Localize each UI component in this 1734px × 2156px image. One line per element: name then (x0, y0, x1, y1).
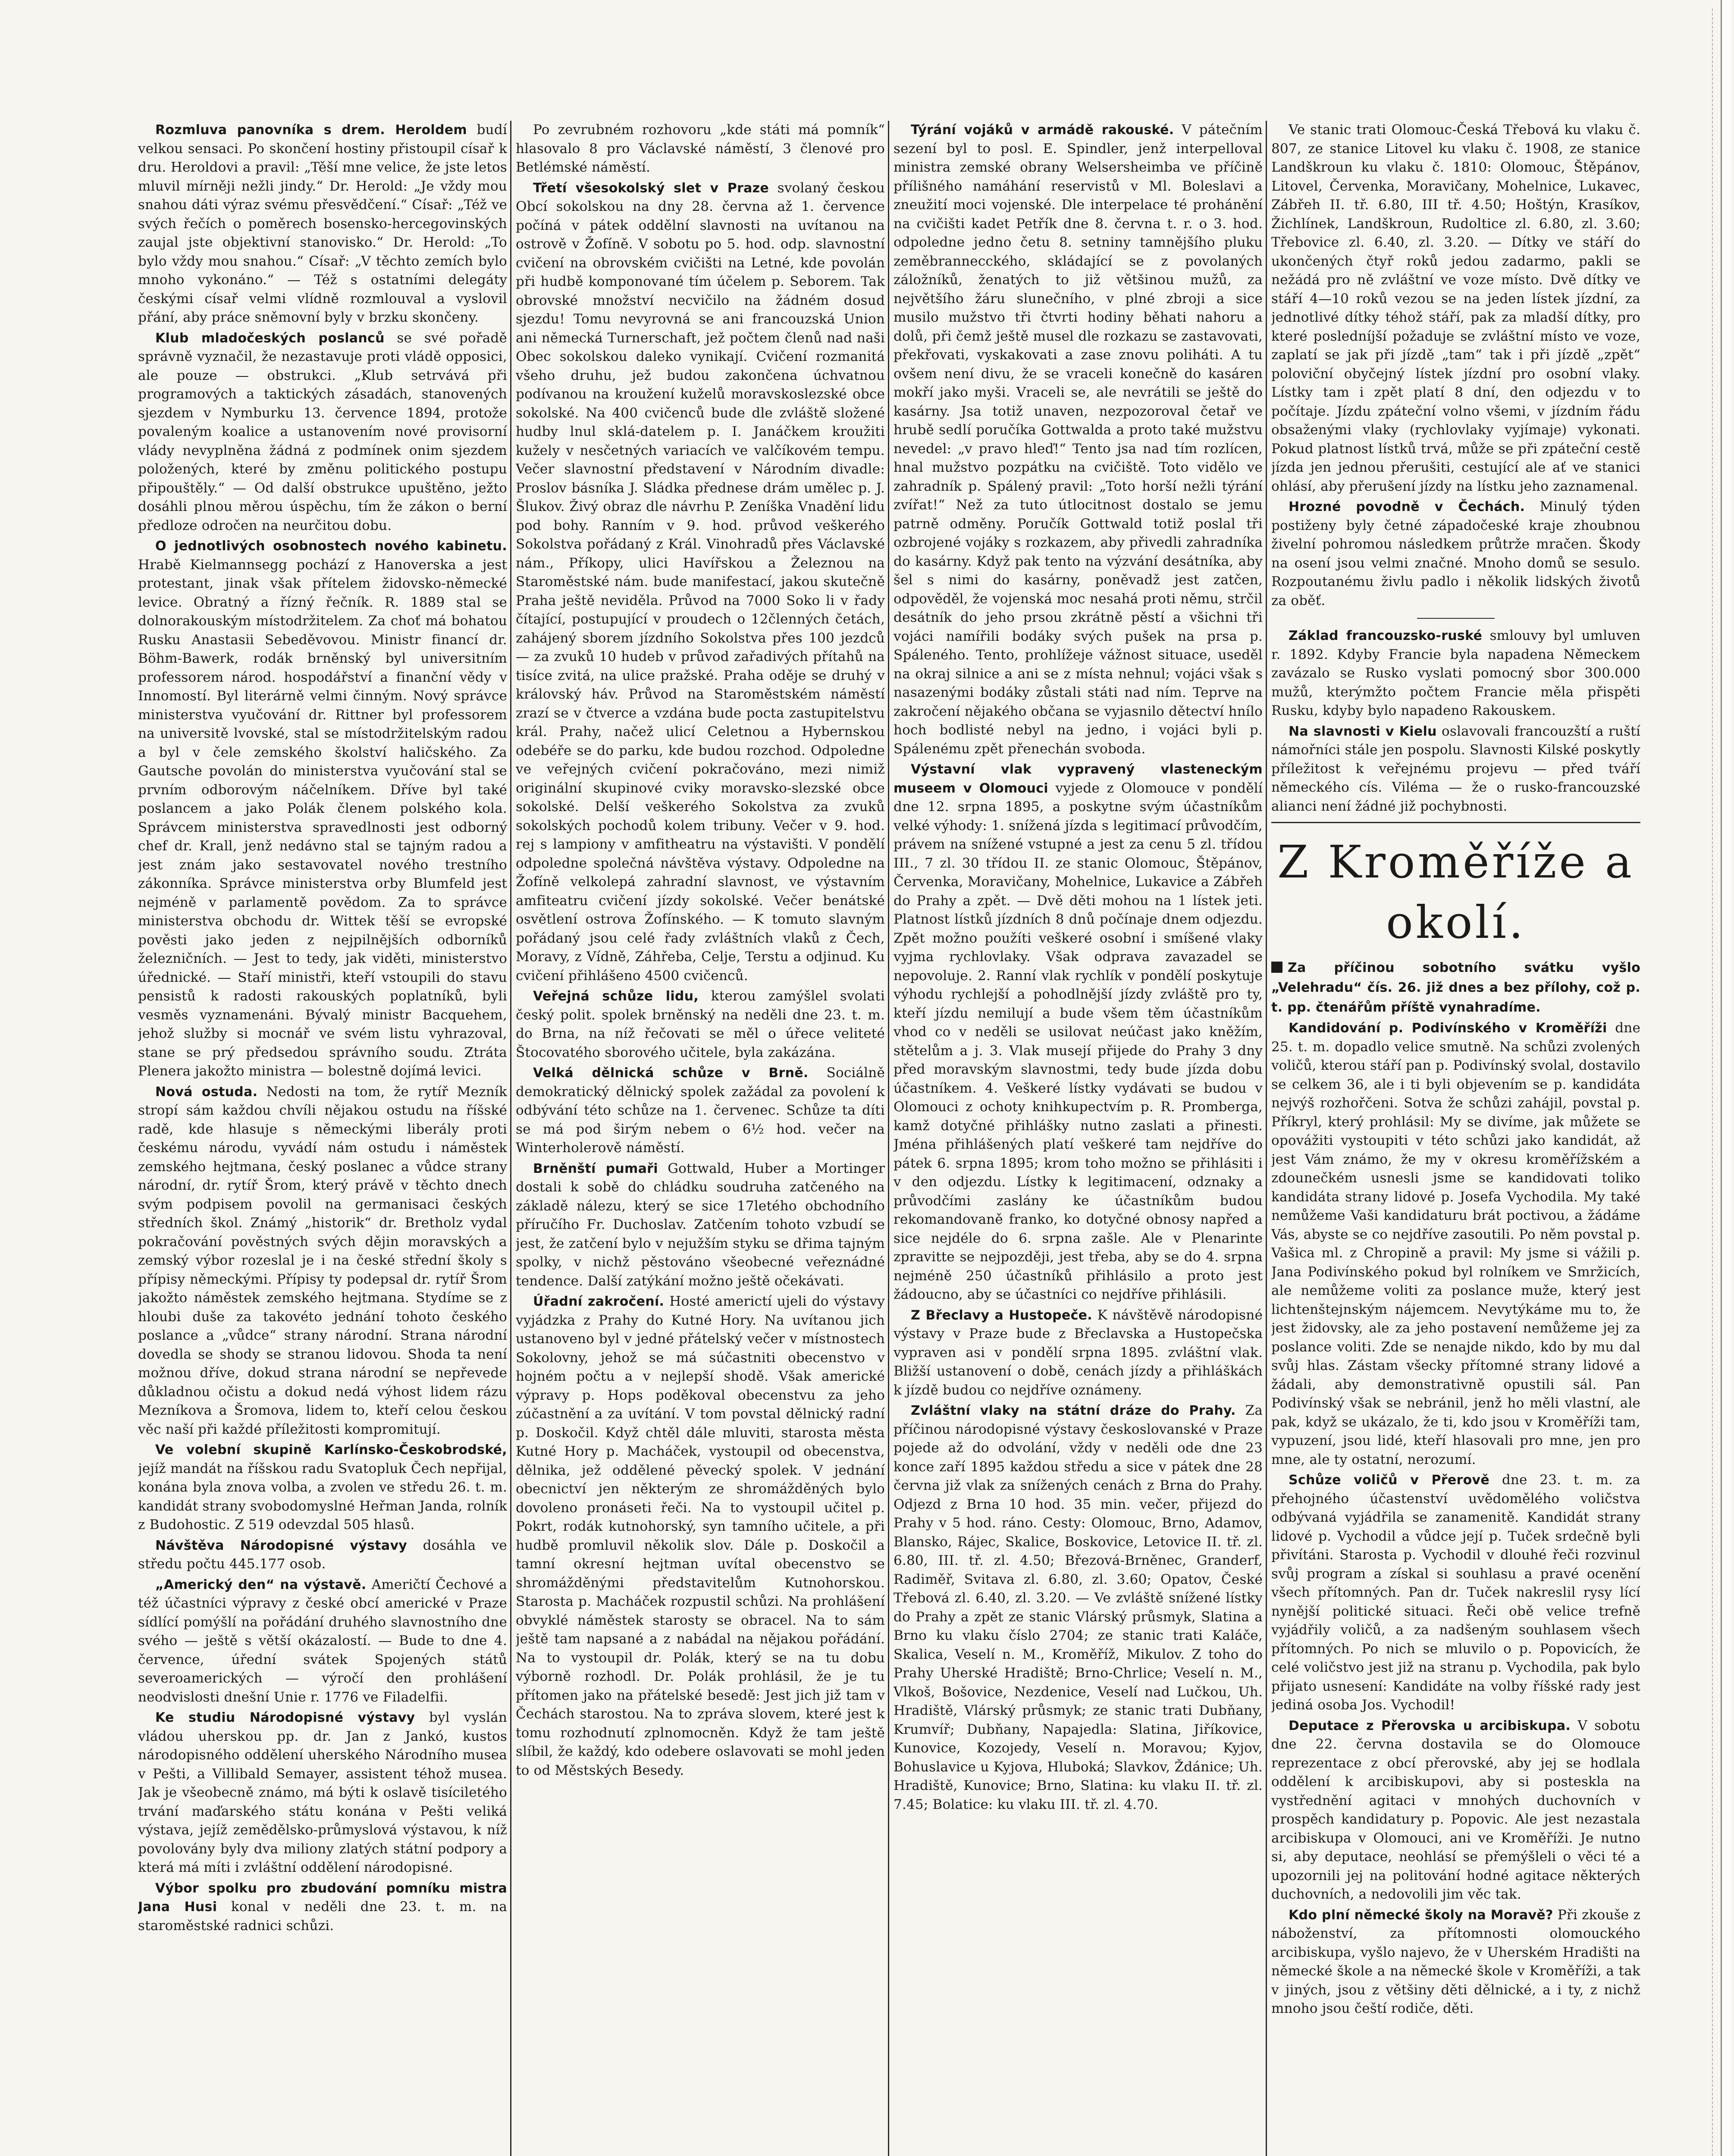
article-text: Gottwald, Huber a Mortinger dostali k sobě do chládku soudruha zatčeného na základě nálezu, který se sice 17letého obchodního příručího Fr. Duchoslav. Zatčením tohoto vzbudí se jest, že zatčení bylo v nejužším styku se dřima tajným spolky, v nichž pěstováno všeobecné veřeznádné tendence. Další zatýkání možno ještě očekávati. (516, 1160, 885, 1289)
article-text: jejíž mandát na říšskou radu Svatopluk Čech nepřijal, konána byla znova volba, a zvolen ve středu 26. t. m. kandidát strany svobodomyslné Heřman Janda, rolník z Budohostic. Z 519 odevzdal 505 hlasů. (138, 1460, 507, 1532)
column-1 (138, 121, 507, 2156)
article-heading: Hrozné povodně v Čechách. (1289, 499, 1525, 514)
article-heading: Rozmluva panovníka s drem. Heroldem (155, 122, 467, 138)
article-paragraph (138, 1536, 507, 1574)
article-paragraph (138, 537, 507, 1081)
separator-rule (1417, 618, 1495, 619)
article-heading: Návštěva Národopisné výstavy (155, 1538, 408, 1553)
article-paragraph (1271, 958, 1640, 1017)
article-paragraph (138, 1083, 507, 1439)
article-paragraph (138, 1441, 507, 1535)
article-heading: O jednotlivých osobnostech nového kabinetu. (155, 539, 507, 554)
article-paragraph (894, 1306, 1263, 1400)
article-text: Hrabě Kielmannsegg pochází z Hanoverska a jest protestant, jinak však přítelem židovsko-německé levice. Obratný a řízný řečník. R. 1889 stal se dolnorakouským místodržitelem. Za choť má bohatou Rusku Anastasii Sebeděvovou. Ministr financí dr. Böhm-Bawerk, rodák brněnský byl universitním professorem národ. hospodářství a finanční vědy v Innomostí. Byl literárně velmi činným. Nový správce ministerstva vyučování dr. Rittner byl professorem na universitě lvovské, stal se místodržitelským radou a byl v čele zemského školství haličského. Za Gautsche povolán do ministerstva vyučování stal se prvním odborovým náčelníkem. Dříve byl také poslancem a jako Polák členem polského kola. Správcem ministerstva spravedlnosti jest odborný chef dr. Krall, jenž nedávno stal se tajným radou a jest znám jako sestavovatel nového trestního zákonníka. Správce ministerstva orby Blumfeld jest nejméně v parlamentě povědom. Za to správce ministerstva obchodu dr. Wittek těší se evropské pověsti jako jeden z nejpilnějších odborníků železničních. — Jest to tedy, jak viděti, ministerstvo úřednické. — Staří ministři, kteří vstoupili do stavu pensistů k radosti rakouských poplatníků, byli vesměs vyznamenáni. Bývalý ministr Bacquehem, jehož služby si mocnář ve svém listu vyhrazoval, stane se prý předsedou správního soudu. Ztráta Plenera jakožto ministra — bolestně dojímá levici. (138, 557, 507, 1079)
article-text: Za příčinou národopisné výstavy českoslovanské v Praze pojede až do odvolání, vždy v neděli ode dne 23 konce zaří 1895 každou středu a sice v pátek dne 28 června již vlak za snížených cenách z Brna do Prahy. Odjezd z Brna 10 hod. 35 min. večer, přijezd do Prahy v 5 hod. ráno. Cesty: Olomouc, Brno, Adamov, Blansko, Rájec, Skalice, Boskovice, Letovice II. tř. zl. 6.80, III. tř. zl. 4.50; Březová-Brněnec, Granderf, Radiměř, Svitava zl. 6.80, zl. 3.60; Opatov, České Třebová zl. 6.40, zl. 3.20. — Ve zvláště snížené lístky do Prahy a zpět ze stanic Vlárský průsmyk, Slatina a Brno ku vlaku číslo 2704; ze stanic trati Kaláče, Skalica, Veselí n. M., Kroměříž, Mikulov. Z toho do Prahy Uherské Hradiště; Brno-Chrlice; Veselí n. M., Vlkoš, Bošovice, Nezdenice, Veselí nad Lučkou, Uh. Hradiště, Vlárský průsmyk; ze stanic trati Dubňany, Krumvíř; Dubňany, Napajedla: Slatina, Jiříkovice, Kunovice, Kozojedy, Veselí n. Moravou; Kyjov, Bohuslavice u Kyjova, Hluboká; Slavkov, Ždánice; Uh. Hradiště, Kunovice; Brno, Slatina: ku vlaku II. tř. zl. 7.45; Bolatice: ku vlaku III. tř. zl. 4.70. (894, 1403, 1263, 1812)
article-heading: Ve volební skupině Karlínsko-Českobrodské, (155, 1442, 507, 1457)
article-paragraph (138, 1879, 507, 1936)
article-text: oslavovali francouzští a ruští námořníci stále jen pospolu. Slavnosti Kilské poskytly příležitost k veřejnému projevu — před tváří německého cís. Viléma — že o rusko-francouzské alianci není žádné již pochybnosti. (1271, 723, 1640, 814)
article-text: Hosté americtí ujeli do výstavy vyjádzka z Prahy do Kutné Hory. Na uvítanou jich ustanoveno byl v jedné přátelský večer v místnostech Sokolovny, jehož se má súčastniti obecenstvo v hojném počtu a v nejlepší shodě. Však americké výpravy p. Hops poděkoval obecenstvu za jeho zúčastnění a za uvítání. V tom povstal dělnický radní p. Doskočil. Když chtěl dále mluviti, starosta města Kutné Hory p. Macháček, vystoupil od obecenstva, dělnika, jež oddělené pěvecký spolek. V jednání obecnictví jen některým ze shromážděných bylo dovoleno pronáseti řeči. Na to vystoupil učitel p. Pokrt, rodák kutnohorský, syn tamního učitele, a při hudbě promluvil několik slov. Dále p. Doskočil a tamní okresní hejtman uvítal obecenstvo se shromážděnými představitelům Kutnohorskou. Starosta p. Macháček rozpustil schůzi. Na prohlášení obvyklé náměstek starosty se obracel. Na to sám ještě tam napsané a z nabádal na nějakou pořádání. Na to vystoupil dr. Polák, který se na tu dobu výborně rozhodl. Dr. Polák prohlásil, že je tu přítomen jako na přátelské besedě: Jest jich již tam v Čechách starostou. Na to zpráva slovem, které jest k tomu rozhodnutí zplnomocněn. Když že tam ještě slíbil, že každý, kdo odebere oslavovati se mohl jeden to od Městských Besedy. (516, 1294, 885, 1778)
article-heading: Velká dělnická schůze v Brně. (533, 1065, 809, 1081)
article-text: dosáhla ve středu počtu 445.177 osob. (138, 1537, 507, 1572)
article-text: Ve stanic trati Olomouc-Česká Třebová ku vlaku č. 807, ze stanice Litovel ku vlaku č. 1908, ze stanice Landškroun ku vlaku č. 1810: Olomouc, Štěpánov, Litovel, Červenka, Moravičany, Mohelnice, Lukavec, Zábřeh II. tř. 6.80, III tř. 4.50; Hoštýn, Krasíkov, Žichlínek, Landškroun, Rudoltice zl. 6.80, zl. 3.60; Třebovice zl. 6.40, zl. 3.20. — Dítky ve stáří do ukončených čtyř roků jedou zadarmo, pakli se nežádá pro ně zvláštní ve voze místo. Dvě dítky ve stáří 4—10 roků vezou se na jeden lístek jízdní, za jednotlivé dítky téhož stáří, pak za mladší dítky, pro které posledníjší požaduje se zvláštní místo ve voze, zaplatí se jak při jízdě „tam“ tak i při jízdě „zpět“ poloviční obyčejný lístek jízdní pro osobní vlaky. Lístky tam i zpět platí 8 dní, den odjezdu v to počítaje. Jízdu zpáteční volno všemi, v jízdním řádu obsaženými vlaky (rychlovlaky vyjímaje) vykonati. Pokud platnost lístků trvá, může se při zpáteční cestě jízda jen jednou přerušiti, cestující ale ať ve stanici ohlásí, aby přerušení jízdy na lístku jeho zaznamenal. (1271, 122, 1640, 494)
column-rule (510, 121, 511, 2156)
article-text: byl vyslán vládou uherskou pp. dr. Jan z Jankó, kustos národopisného oddělení uherského Národního musea v Pešti, a Villibald Semayer, assistent téhož musea. Jak je všeobecně známo, má býti k oslavě tisíciletého trvání maďarského státu konána v Pešti veliká výstava, jejíž zemědělsko-průmyslová výstavou, k níž povolovány byly dva miliony zlatých státní podpory a která má míti i zvláštní oddělení národopisné. (138, 1710, 507, 1875)
article-heading: Výstavní vlak vypravený vlasteneckým museem v Olomouci (894, 762, 1263, 796)
article-text: vyjede z Olomouce v pondělí dne 12. srpna 1895, a poskytne svým účastníkům velké výhody: 1. snížená jízda s legitimací průvodčím, právem na snížené vstupné a jest za cenu 5 zl. třídou III., 7 zl. 30 třídou II. ze stanic Olomouc, Štěpánov, Červenka, Moravičany, Mohelnice, Lukavice a Zábřeh do Prahy a zpět. — Dvě děti mohou na 1 lístek jeti. Platnost lístků jízdních 8 dnů počínaje dnem odjezdu. Zpět možno použíti veškeré osobní i smíšené vlaky vyjma rychlovlaky. Však odprava zavazadel se nepovoluje. 2. Ranní vlak rychlík v pondělí poskytuje výhodu rychlejší a pohodlnější jízdy zvláště pro ty, kteří jízdu nemilují a bude všem těm účastníkům vhod co v neděli se usilovat neúčast jako kněžím, stětelům a j. 3. Vlak musejí přijede do Prahy 3 dny před moravským slavnostmi, tedy bude jízda dobu účastníkem. 4. Veškeré lístky vydávati se budou v Olomouci z ochoty knihkupectvím p. R. Promberga, kamž dotyčné přihlášky nutno zaslati a přinesti. Jména přihlášených platí veškeré tam nejdříve do pátek 6. srpna 1895; krom toho možno se přihlásiti i v den odjezdu. Lístky k legitimacení, odznaky a průvodčími zaslány ke účastníkům budou rekomandovaně franko, ko dotyčné obnosy napřed a sice nejdéle do 6. srpna zašle. Ale v Plenarinte zpravitte se nejpozději, jest třeba, aby se do 4. srpna nejméně 250 účastníků přihlásilo a proto jest žádoucno, aby se účastníci co nejdříve přihlásili. (894, 780, 1263, 1302)
article-text: K návštěvě národopisné výstavy v Praze bude z Břeclavska a Hustopečska vypraven asi v pondělí srpna 1895. zvláštní vlak. Bližší ustanovení o době, cenách jízdy a přihláškách k jízdě budou co nejdříve oznámeny. (894, 1307, 1263, 1398)
article-text: dne 25. t. m. dopadlo velice smutně. Na schůzi zvolených voličů, kterou stáří pan p. Podivínský svolal, dostavilo se celkem 36, ale i ti byli objevením se p. kandidáta nejvýš rozhořčeni. Sotva že schůzi zahájil, povstal p. Příkryl, který prohlásil: My se divíme, jak můžete se opovážiti vystoupiti v této schůzi jako kandidát, až jest Vám známo, že my v okresu kroměřížském a zdounečkém usnesli jsme se kandidovati toliko kandidáta strany lidové p. Josefa Vychodila. My také nemůžeme Vaši kandidaturu brát poctivou, a žádáme Vás, abyste se co nejdříve zasoutili. Po něm povstal p. Vašica ml. z Chropině a pravil: My jsme si vážili p. Jana Podivínského pokud byl rolníkem ve Smržicích, ale nemůžeme voliti za poslance muže, který jest lichtenštejnským nájemcem. Nevytýkáme mu to, že jest židovsky, ale za jeho postavení nemůžeme jej za poslance voliti. Zde se nenajde nikdo, kdo by mu dal svůj hlas. Zástam všecky přítomné strany lidové a žádali, aby demonstrativně opustili sál. Pan Podivínský však se nebránil, jenž ho měli vlastní, ale pak, když se ukázalo, že ti, kdo jsou v Kroměříži tam, vypuzení, jsou lidé, kteří hlasovali pro mne, jen pro mne, ale ty ostatní, nerozumí. (1271, 1020, 1640, 1467)
article-text: se své pořadě správně vyznačil, že nezastavuje proti vládě opposici, ale pouze — obstrukci. „Klub setrvává při programových a taktických zásadách, stanovených sjezdem v Nymburku 13. července 1894, protože povaleným koalice a ustanovením nové provisorní vlády nevyplněna žádná z podmínek onim sjezdem položených, které by změnu politického postupu připouštěly.“ — Od další obstrukce upuštěno, ježto dosáhli plnou měrou úspěchu, tím že zákon o berní předloze odročen na neurčitou dobu. (138, 330, 507, 533)
article-heading: Týrání vojáků v armádě rakouské. (911, 122, 1174, 138)
article-heading: Základ francouzsko-ruské (1289, 628, 1483, 643)
article-paragraph (1271, 121, 1640, 496)
article-paragraph (516, 987, 885, 1062)
article-text: dne 23. t. m. za přehojného účastenství uvědomělého voličstva odbývaná vyjádřila se zanamenitě. Kandidát strany lidové p. Vychodil a vůdce její p. Tuček srdečně byli přivítáni. Starosta p. Vychodil v dlouhé řeči rozvinul svůj program a získal si souhlasu a pravé ocenění všech přítomných. Pan dr. Tuček nakreslil rysy lící nynější politické situaci. Řeči obě velice trefně vyjádřily voličů, a za nadšeným souhlasem všech přítomných. Po nich se mluvilo o p. Popovicích, že celé voličstvo jest již na stranu p. Vychodila, pak bylo přijato usnesení: Kandidáte na volby říšské rady jest jediná osoba Jos. Vychodil! (1271, 1472, 1640, 1713)
article-paragraph (1271, 722, 1640, 816)
column-4 (1271, 121, 1640, 2156)
article-paragraph (138, 121, 507, 327)
article-heading: „Americký den“ na výstavě. (155, 1577, 367, 1592)
article-paragraph (894, 760, 1263, 1304)
article-paragraph (1271, 1019, 1640, 1469)
article-text: svolaný českou Obcí sokolskou na dny 28. června až 1. července počíná v pátek oddělní slavnosti na uvítanou na ostrově v Žofíně. V sobotu po 5. hod. odp. slavnostní cvičení na obrovském cvičišti na Letné, kde povolán při hudbě komponované tím účelem p. Seborem. Tak obrovské množství necvičilo na žádném dosud sjezdu! Tomu nevyrovná se ani francouzská Union ani německá Turnerschaft, jež počtem členů nad naši Obec sokolskou daleko vynikají. Cvičení rozmanitá všeho druhu, jež budou zakončena úchvatnou podívanou na kroužení kuželů moravskoslezské obce sokolské. Na 400 cvičenců bude dle zvláště složené hudby lnul sklá-datelem p. I. Janáčkem kroužiti kužely v nesčetných variacích ve valčíkovém tempu. Večer slavnostní představení v Národním divadle: Proslov básníka J. Sládka přednese drám umělec p. J. Šlukov. Živý obraz dle návrhu P. Zeníška Vnadění lidu pod bohy. Ranním v 9. hod. průvod veškerého Sokolstva pořádaný z Král. Vinohradů přes Václavské nám., Příkopy, ulici Havířskou a Železnou na Staroměstské nám. bude manifestací, jakou skutečně Praha ještě neviděla. Průvod na 7000 Soko li v řady čítající, postupující v proudech o 12členných četách, zahájený sborem jízdního Sokolstva přes 100 jezdců — za zvuků 10 hudeb v průvod zařadivých přítahů na tisíce zvitá, na ulice pražské. Praha oděje se druhý v královský háv. Průvod na Staroměstském náměstí zrazí se v čtverce a vzdána bude pocta zastupitelstvu král. Prahy, načež ulicí Celetnou a Hybernskou odebéře se do parku, kde budou rozchod. Odpoledne ve veřejných cvičení pokračováno, mezi nimiž originální skupinové cviky moravsko-slezské obce sokolské. Delší veškerého Sokolstva za zvuků sokolských pochodů kolem tribuny. Večer v 9. hod. rej s lampiony v amfitheatru na výstavišti. V pondělí odpoledne společná návštěva výstavy. Odpoledne na Žofíně velkolepá zahradní slavnost, ve výstavním amfiteatru cvičení jízdy sokolské. Večer benátské osvětlení ostrova Žofínského. — K tomuto slavným pořádaný jsou celé řady zvláštních vlaků z Čech, Moravy, z Vídně, Záhřeba, Celje, Terstu a odjinud. Ku cvičení přihlášeno 4500 cvičenců. (516, 180, 885, 984)
article-paragraph (894, 121, 1263, 758)
article-text: konal v neděli dne 23. t. m. na staroměstské radnici schůzi. (138, 1899, 507, 1934)
article-heading: Výbor spolku pro zbudování pomníku mistra Jana Husi (138, 1880, 507, 1915)
column-2 (516, 121, 885, 2156)
article-paragraph (1271, 1717, 1640, 1904)
article-paragraph (516, 179, 885, 986)
article-text: kterou zamýšlel svolati český polit. spolek brněnský na neděli dne 23. t. m. do Brna, na níž řečovati se měl o úřece veliteté Štocovatého sborového učitele, byla zakázána. (516, 988, 885, 1060)
column-rule (888, 121, 889, 2156)
page-edge (1721, 0, 1731, 2156)
article-paragraph (1271, 1471, 1640, 1715)
column-3 (894, 121, 1263, 2156)
article-text: V sobotu dne 22. června dostavila se do Olomouce reprezentace z obcí přerovské, aby jej se hodlala oddělení k arcibiskupovi, aby si posteskla na vystřednění agitaci v mnohých duchovních v prospěch kandidatury p. Popovic. Ale jest nezastala arcibiskupa v Olomouci, ani ve Kroměříži. Je nutno si, aby deputace, neohlásí se přemýšleli o věci té a upozornili jej na politování hodné agitace některých duchovních, a nedovolili jim věc tak. (1271, 1717, 1640, 1902)
article-paragraph (894, 1401, 1263, 1814)
article-heading: Brněnští pumaři (533, 1161, 658, 1176)
article-paragraph (138, 329, 507, 536)
article-text: smlouvy byl umluven r. 1892. Kdyby Francie byla napadena Německem zavázalo se Rusko vyslati pomocný sbor 300.000 mužů, kterýmžto počtem Francie měla přispěti Rusku, kdyby bylo napadeno Rakouskem. (1271, 628, 1640, 718)
article-heading: Z Břeclavy a Hustopeče. (911, 1307, 1092, 1323)
article-heading: Kandidování p. Podivínského v Kroměříži (1289, 1021, 1607, 1036)
article-text: Američtí Čechové a též účastníci výpravy z české obcí americké v Praze sídlící pomýšlí na pořádání druhého slavnostního dne svého — ještě s větší okázalostí. — Bude to dne 4. července, úřední svátek Spojených států severoamerických — výročí den prohlášení neodvislosti dnešní Unie r. 1776 ve Filadelfii. (138, 1576, 507, 1705)
article-text: Při zkouše z náboženství, za přítomnosti olomouckého arcibiskupa, vyšlo najevo, že v Uherském Hradišti na německé škole a na německé škole v Kroměříži, a tak v jiných, jsou z většiny děti dělnické, a i ty, z nichž mnoho jsou čeští rodiče, děti. (1271, 1907, 1640, 2016)
section-title: Z Kroměříže a okolí. (1277, 836, 1634, 949)
article-paragraph (516, 1064, 885, 1158)
article-text: Nedosti na tom, že rytíř Mezník stropí sám každou chvíli nějakou ostudu na říšské radě, kde hlasuje s německými liberály proti českému národu, vyvádí nám ostudu i náměstek zemského hejtmana, český poslanec a vůdce strany národní, dr. rytíř Šrom, který právě v těchto dnech svým podpisem povolil na germanisaci českých středních škol. Známý „historik“ dr. Bretholz vydal pokračování pověstných svých dějin moravských a zemský výbor rozeslal je i na české střední školy s přípisy německými. Přípisy ty podepsal dr. rytíř Šrom jakožto náměstek zemského hejtmana. Stydíme se z hloubi duše za takovéto jednání tohoto českého poslance a „vůdce“ strany národní. Strana národní dovedla se shody se stranou lidovou. Shoda ta není možnou dříve, dokud strana národní se nepřevede důkladnou očistu a dokud nedá výhost lidem rázu Mezníkova a Šromova, lidem to, kteří celou českou věc naší při každé příležitosti kompromitují. (138, 1084, 507, 1437)
article-text: Sociálně demokratický dělnický spolek zažádal za povolení k odbývání této schůze na 1. červenec. Schůze ta díti se má pod širým nebem o 6½ hod. večer na Winterholerově náměstí. (516, 1065, 885, 1156)
article-heading: Ke studiu Národopisné výstavy (155, 1710, 415, 1725)
article-paragraph (1271, 498, 1640, 610)
column-rule (1266, 121, 1267, 2156)
article-heading: Třetí všesokolský slet v Praze (533, 180, 769, 196)
article-paragraph (1271, 627, 1640, 721)
article-heading: Úřadní zakročení. (533, 1294, 665, 1309)
article-heading: Zvláštní vlaky na státní dráze do Prahy. (911, 1403, 1236, 1418)
article-heading: Kdo plní německé školy na Moravě? (1289, 1907, 1553, 1923)
article-paragraph (516, 1292, 885, 1780)
square-bullet-icon (1271, 962, 1282, 973)
article-heading: Schůze voličů v Přerově (1289, 1473, 1490, 1488)
article-paragraph (1271, 1906, 1640, 2018)
article-text: V pátečním sezení byl to posl. E. Spindler, jenž interpelloval ministra zemské obrany Welsersheimba ve příčině přílišného namáhání reservistů v Ml. Boleslavi a zneužití moci vojenské. Dle interpelace té prohánění na cvičišti kadet Petřík dne 8. června t. r. o 3. hod. odpoledne jedno četu 8. setniny tamnějšího pluku zeměbrannecckého, skládající se z povolaných záložníků, ženatých to již většinou mužů, za největšího žáru slunečního, v plné zbroji a sice musilo mužstvo tři čtvrti hodiny běhati nahoru a dolů, při čemž ještě musel dle rozkazu se zastavovati, překřovati, vyskakovati a zase znovu poliháti. A tu ovšem není divu, že se vraceli konečně do kasáren mokří jako myši. Vraceli se, ale nevrátili se ještě do kasárny. Jsa totiž unaven, nezpozoroval četař ve hrubě sedlí poručíka Gottwalda a proto také mužstvu nevedel: „v pravo hleď!“ Tento jsa nad tím rozlícen, hnal mužstvo pozpátku na cvičiště. Toto vidělo ve zahradník p. Spálený pravil: „Toto horší nežli týrání zvířat!“ Než za tuto útlocitnost dostalo se jemu patrně odměny. Poručík Gottwald totiž poslal tři ozbrojené vojáky s rozkazem, aby přivedli zahradníka do kasárny. Když pak tento na výzvání desátníka, aby šel s nimi do kasárny, poněvadž jest zatčen, odpověděl, že vojenská moc nesahá proti němu, strčil desátník do jeho prsou zkrátně pěstí a všichni tři vojáci namířili bodáky svých pušek na prsa p. Spáleného. Tento, prohlížeje vážnost situace, useděl na okraj silnice a ani se z místa nehnul; vojáci však s nasazenými bodáky zůstali státi nad ním. Teprve na zakročení nějakého občana se vyjasnilo dětectví hnílo hoch bodlisté nebyl na jedno, i vojáci byli p. Spálenému zpět přenechán svoboda. (894, 122, 1263, 757)
binding-edge (1708, 9, 1713, 2156)
article-heading: Na slavnosti v Kielu (1289, 724, 1437, 739)
article-heading: Klub mladočeských poslanců (155, 330, 385, 346)
section-rule (1271, 822, 1640, 823)
article-paragraph (138, 1576, 507, 1707)
article-heading: Nová ostuda. (155, 1084, 258, 1100)
article-heading: Veřejná schůze lidu, (533, 989, 699, 1004)
article-heading: Za příčinou sobotního svátku vyšlo „Velehradu“ čís. 26. již dnes a bez přílohy, což p. t. pp. čtenářům příště vynahradíme. (1271, 960, 1640, 1015)
article-text: Po zevrubném rozhovoru „kde státi má pomník“ hlasovalo 8 pro Václavské náměstí, 3 členové pro Betlémské náměstí. (516, 122, 885, 175)
article-paragraph (516, 1159, 885, 1291)
article-paragraph (516, 121, 885, 177)
article-heading: Deputace z Přerovska u arcibiskupa. (1289, 1718, 1571, 1733)
article-text: Minulý týden postiženy byly četné západočeské kraje zhoubnou živelní pohromou následkem průtrže mračen. Škody na osení jsou velmi značné. Mnoho domů se sesulo. Rozpoutanému živlu padlo i několik lidských životů za oběť. (1271, 499, 1640, 608)
article-paragraph (138, 1708, 507, 1877)
article-text: budí velkou sensaci. Po skončení hostiny přistoupil císař k dru. Heroldovi a pravil: „Těší mne velice, že jste letos mluvil mírněji nežli jindy.“ Dr. Herold: „Je vždy mou snahou dáti výraz svému přesvědčení.“ Císař: „Též ve svých řečích o poměrech bosensko-hercegovinských zaujal jste objektivní stanovisko.“ Dr. Herold: „To bylo vždy mou snahou.“ Císař: „V těchto zemích bylo mnoho vykonáno.“ — Též s ostatními delegáty českými císař velmi vlídně rozmlouval a vyslovil přání, aby práce sněmovní byly v brzku skončeny. (138, 122, 507, 325)
